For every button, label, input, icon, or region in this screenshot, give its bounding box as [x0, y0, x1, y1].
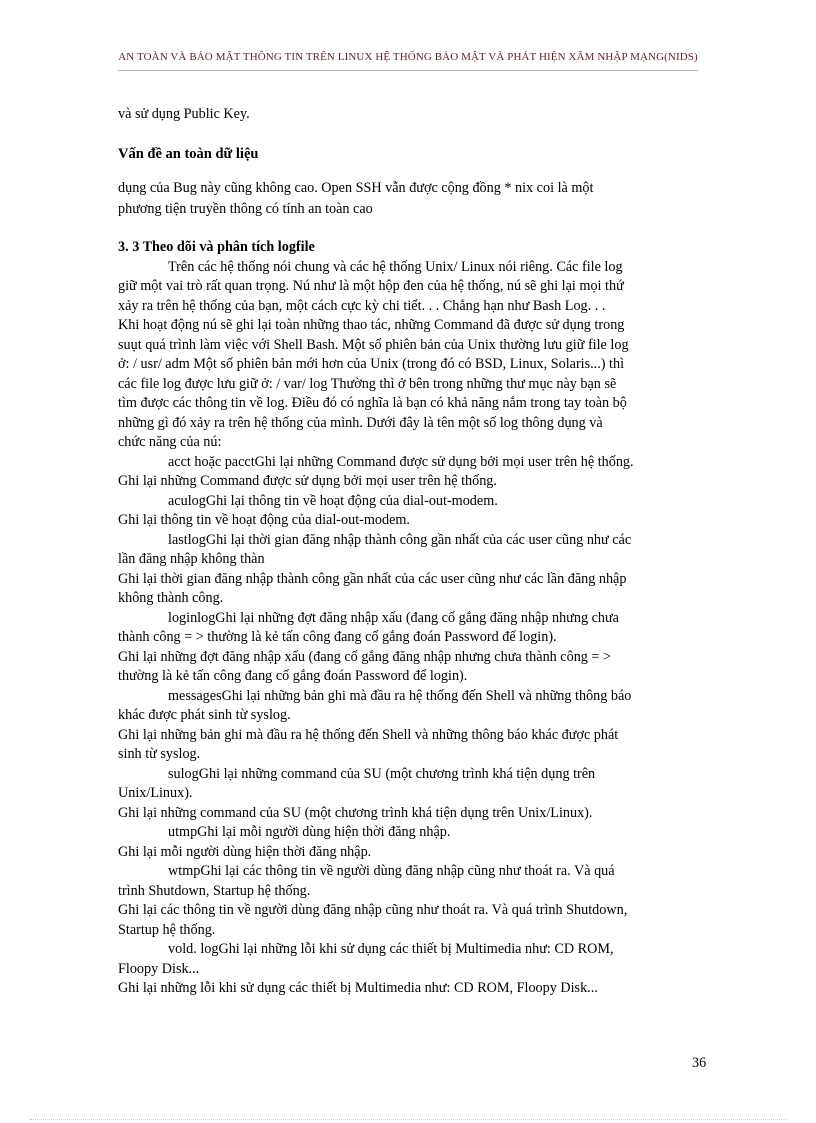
section-heading: Vấn đề an toàn dữ liệu — [118, 146, 259, 162]
text-line: xảy ra trên hệ thống của bạn, một cách cực kỳ chi tiết. . . Chẳng hạn như Bash Log. . . — [118, 298, 606, 314]
text-line: ở: / usr/ adm Một số phiên bản mới hơn của Unix (trong đó có BSD, Linux, Solaris...) thì — [118, 356, 625, 372]
text-line: Khi hoạt động nú sẽ ghi lại toàn những thao tác, những Command đã được sử dụng trong — [118, 317, 625, 333]
text-line: aculogGhi lại thông tin về hoạt động của dial-out-modem. — [168, 493, 498, 509]
text-line: Ghi lại những Command được sử dụng bởi mọi user trên hệ thống. — [118, 473, 497, 489]
text-line: Trên các hệ thống nói chung và các hệ thống Unix/ Linux nói riêng. Các file log — [168, 259, 623, 275]
text-line: Ghi lại mỗi người dùng hiện thời đăng nhập. — [118, 844, 372, 860]
running-header: AN TOÀN VÀ BẢO MẬT THÔNG TIN TRÊN LINUX HỆ THỐNG BẢO MẬT VÀ PHÁT HIỆN XÂM NHẬP MẠNG(NIDS) — [118, 51, 698, 63]
text-line: Floopy Disk... — [118, 961, 200, 977]
text-line: utmpGhi lại mỗi người dùng hiện thời đăng nhập. — [168, 824, 451, 840]
text-line: Unix/Linux). — [118, 785, 193, 801]
text-line: các file log được lưu giữ ở: / var/ log Thường thì ở bên trong những thư mục này bạn sẽ — [118, 376, 617, 392]
text-line: giữ một vai trò rất quan trọng. Nú như là một hộp đen của hệ thống, nú sẽ ghi lại mọi thứ — [118, 278, 624, 294]
text-line: Startup hệ thống. — [118, 922, 216, 938]
text-line: Ghi lại thông tin về hoạt động của dial-out-modem. — [118, 512, 410, 528]
text-line: phương tiện truyền thông có tính an toàn cao — [118, 201, 373, 217]
section-heading: 3. 3 Theo dõi và phân tích logfile — [118, 239, 315, 255]
text-line: thường là kẻ tấn công đang cố gắng đoán Password để login). — [118, 668, 468, 684]
text-line: Ghi lại những bản ghi mà đầu ra hệ thống đến Shell và những thông báo khác được phát — [118, 727, 619, 743]
text-line: acct hoặc pacctGhi lại những Command được sử dụng bởi mọi user trên hệ thống. — [168, 454, 634, 470]
text-line: vold. logGhi lại những lỗi khi sử dụng các thiết bị Multimedia như: CD ROM, — [168, 941, 614, 957]
header-divider — [118, 70, 698, 71]
text-line: sinh từ syslog. — [118, 746, 201, 762]
text-line: dụng của Bug này cũng không cao. Open SSH vẫn được cộng đồng * nix coi là một — [118, 180, 594, 196]
text-line: Ghi lại các thông tin về người dùng đăng nhập cũng như thoát ra. Và quá trình Shutdown, — [118, 902, 628, 918]
text-line: thành công = > thường là kẻ tấn công đang cố gắng đoán Password để login). — [118, 629, 557, 645]
text-line: lastlogGhi lại thời gian đăng nhập thành công gần nhất của các user cũng như các — [168, 532, 632, 548]
text-line: lần đăng nhập không thàn — [118, 551, 265, 567]
text-line: loginlogGhi lại những đợt đăng nhập xấu (đang cố gắng đăng nhập nhưng chưa — [168, 610, 619, 626]
page-bottom-edge — [30, 1119, 786, 1120]
page-number: 36 — [692, 1055, 707, 1071]
text-line: và sử dụng Public Key. — [118, 106, 250, 122]
text-line: sulogGhi lại những command của SU (một chương trình khá tiện dụng trên — [168, 766, 596, 782]
text-line: những gì đó xảy ra trên hệ thống của mình. Dưới đây là tên một số log thông dụng và — [118, 415, 603, 431]
text-line: Ghi lại thời gian đăng nhập thành công gần nhất của các user cũng như các lần đăng nhập — [118, 571, 627, 587]
text-line: tìm được các thông tin về log. Điều đó có nghĩa là bạn có khả năng nắm trong tay toàn bộ — [118, 395, 627, 411]
text-line: Ghi lại những command của SU (một chương trình khá tiện dụng trên Unix/Linux). — [118, 805, 593, 821]
text-line: wtmpGhi lại các thông tin về người dùng đăng nhập cũng như thoát ra. Và quá — [168, 863, 615, 879]
text-line: Ghi lại những lỗi khi sử dụng các thiết bị Multimedia như: CD ROM, Floopy Disk... — [118, 980, 598, 996]
text-line: trình Shutdown, Startup hệ thống. — [118, 883, 311, 899]
text-line: suụt quá trình làm việc với Shell Bash. Một số phiên bản của Unix thường lưu giữ file log — [118, 337, 629, 353]
text-line: messagesGhi lại những bản ghi mà đầu ra hệ thống đến Shell và những thông báo — [168, 688, 632, 704]
text-line: chức năng của nú: — [118, 434, 222, 450]
text-line: khác được phát sinh từ syslog. — [118, 707, 291, 723]
text-line: không thành công. — [118, 590, 224, 606]
text-line: Ghi lại những đợt đăng nhập xấu (đang cố gắng đăng nhập nhưng chưa thành công = > — [118, 649, 611, 665]
